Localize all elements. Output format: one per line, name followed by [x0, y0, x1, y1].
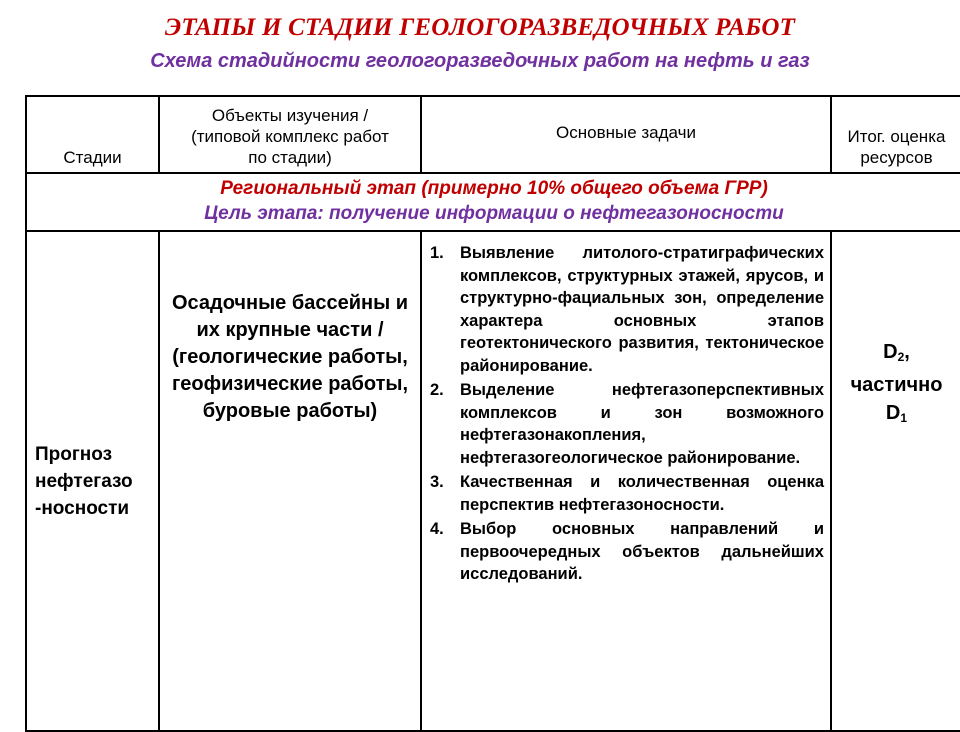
task-number: 4. [430, 520, 444, 538]
task-item [430, 379, 824, 469]
result-partial-subscript: 1 [900, 411, 908, 425]
stage-banner [26, 173, 960, 231]
result-separator: , [904, 341, 910, 363]
table-row [26, 231, 960, 731]
page-subtitle: Схема стадийности геологоразведочных работ на нефть и газ [150, 50, 810, 72]
header-row [26, 96, 960, 173]
stage-goal-text: получение информации о нефтегазоносности [329, 203, 784, 224]
result-partial-label: частично [850, 374, 943, 396]
col-header-result: Итог. оценка ресурсов [831, 96, 960, 173]
task-number: 3. [430, 473, 444, 491]
task-number: 2. [430, 381, 444, 399]
result-subscript: 2 [897, 350, 905, 364]
stage-note: (примерно 10% общего объема ГРР) [421, 178, 768, 199]
stages-table [25, 95, 960, 732]
col-header-tasks: Основные задачи [421, 96, 831, 173]
task-text: Выявление литолого-стратиграфических комплексов, структурных этажей, ярусов, и структурно-фациальных зон, определение характера основных этапов геотектонического развития, тектоническое районирование. [460, 244, 824, 375]
stage-label: Прогноз нефтегазо -носности [35, 443, 133, 519]
task-text: Качественная и количественная оценка перспектив нефтегазоносности. [460, 473, 824, 514]
stage-banner-row [26, 173, 960, 231]
result-partial-symbol: D [885, 402, 901, 424]
task-text: Выбор основных направлений и первоочередных объектов дальнейших исследований. [460, 520, 824, 583]
objects-text: Осадочные бассейны и их крупные части / (геологические работы, геофизические работы, буровые работы) [171, 292, 409, 422]
result-symbol: D [883, 341, 898, 363]
task-text: Выделение нефтегазоперспективных комплексов и зон возможного нефтегазонакопления, нефтегазогеологическое районирование. [460, 381, 824, 467]
tasks-list [430, 242, 824, 586]
result-main [832, 338, 960, 371]
task-item [430, 242, 824, 377]
tasks-cell [421, 231, 831, 731]
task-number: 1. [430, 244, 444, 262]
task-item [430, 518, 824, 586]
stage-name: Региональный этап [220, 178, 417, 199]
page-title: ЭТАПЫ И СТАДИИ ГЕОЛОГОРАЗВЕДОЧНЫХ РАБОТ [164, 14, 796, 41]
task-item [430, 471, 824, 516]
result-cell [831, 231, 960, 731]
col-header-stages: Стадии [26, 96, 159, 173]
stage-cell [26, 231, 159, 731]
result-partial [832, 399, 960, 432]
col-header-objects: Объекты изучения / (типовой комплекс работ по стадии) [159, 96, 421, 173]
objects-cell [159, 231, 421, 731]
stage-goal-label: Цель этапа: [204, 203, 324, 224]
